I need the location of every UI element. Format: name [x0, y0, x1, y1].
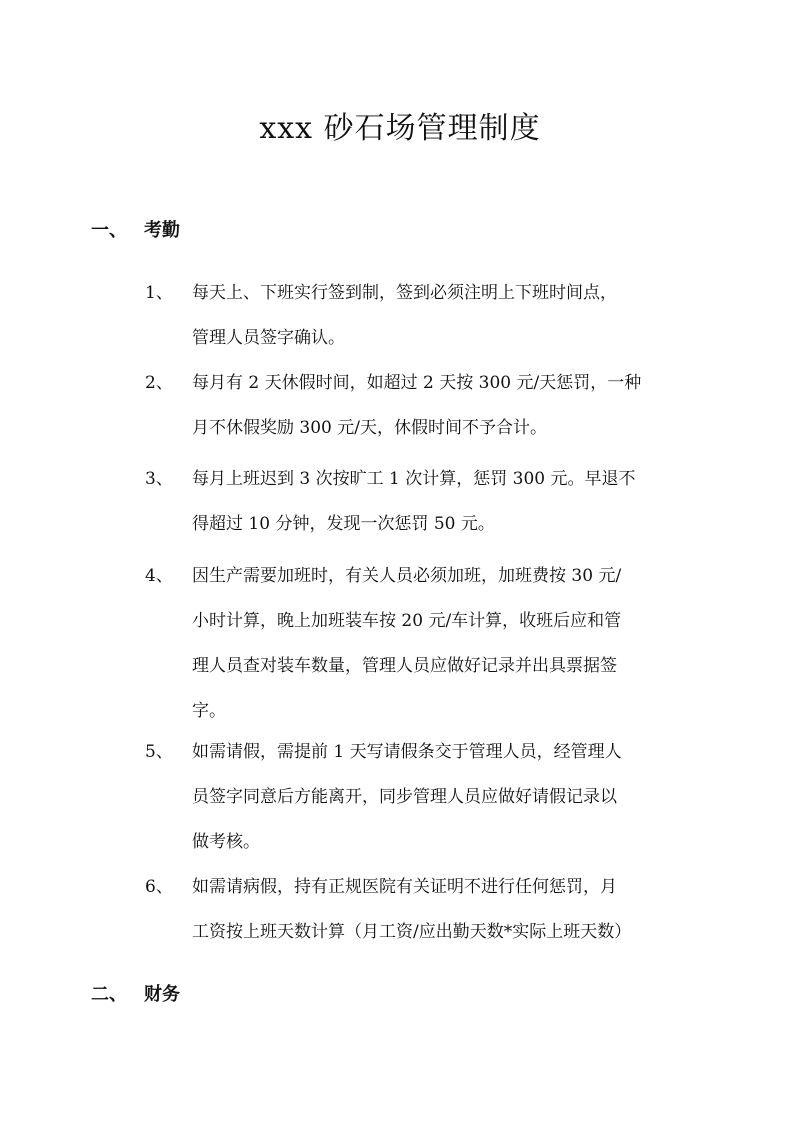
rule-number: 4、	[145, 566, 173, 586]
attendance-rule-2	[145, 361, 685, 451]
attendance-rule-5	[145, 730, 685, 865]
attendance-heading	[91, 212, 451, 246]
section-title: 考勤	[144, 220, 180, 241]
section-number: 二、	[91, 984, 127, 1005]
attendance-rule-3	[145, 457, 685, 547]
rule-text: 每天上、下班实行签到制，签到必须注明上下班时间点， 管理人员签字确认。	[192, 283, 617, 348]
page-title: xxx 砂石场管理制度	[259, 111, 541, 146]
rule-text: 每月有 2 天休假时间，如超过 2 天按 300 元/天惩罚，一种 月不休假奖励 300 元/天，休假时间不予合计。	[192, 373, 642, 438]
attendance-rule-6	[145, 865, 685, 955]
attendance-rule-1	[145, 271, 685, 361]
section-number: 一、	[91, 220, 127, 241]
rule-text: 如需请假，需提前 1 天写请假条交于管理人员，经管理人 员签字同意后方能离开，同步管理人员应做好请假记录以 做考核。	[192, 742, 622, 852]
attendance-rule-4	[145, 554, 685, 734]
rule-number: 2、	[145, 373, 173, 393]
rule-number: 5、	[145, 742, 173, 762]
finance-heading	[91, 976, 451, 1010]
section-title: 财务	[144, 984, 180, 1005]
rule-number: 3、	[145, 469, 173, 489]
rule-text: 因生产需要加班时，有关人员必须加班，加班费按 30 元/ 小时计算，晚上加班装车按 20 元/车计算，收班后应和管 理人员查对装车数量，管理人员应做好记录并出具票据签 字。	[192, 566, 622, 721]
rule-text: 每月上班迟到 3 次按旷工 1 次计算，惩罚 300 元。早退不 得超过 10 分钟，发现一次惩罚 50 元。	[192, 469, 636, 534]
rule-number: 6、	[145, 877, 173, 897]
rule-number: 1、	[145, 283, 173, 303]
rule-text: 如需请病假，持有正规医院有关证明不进行任何惩罚，月 工资按上班天数计算（月工资/应出勤天数*实际上班天数）	[192, 877, 632, 942]
